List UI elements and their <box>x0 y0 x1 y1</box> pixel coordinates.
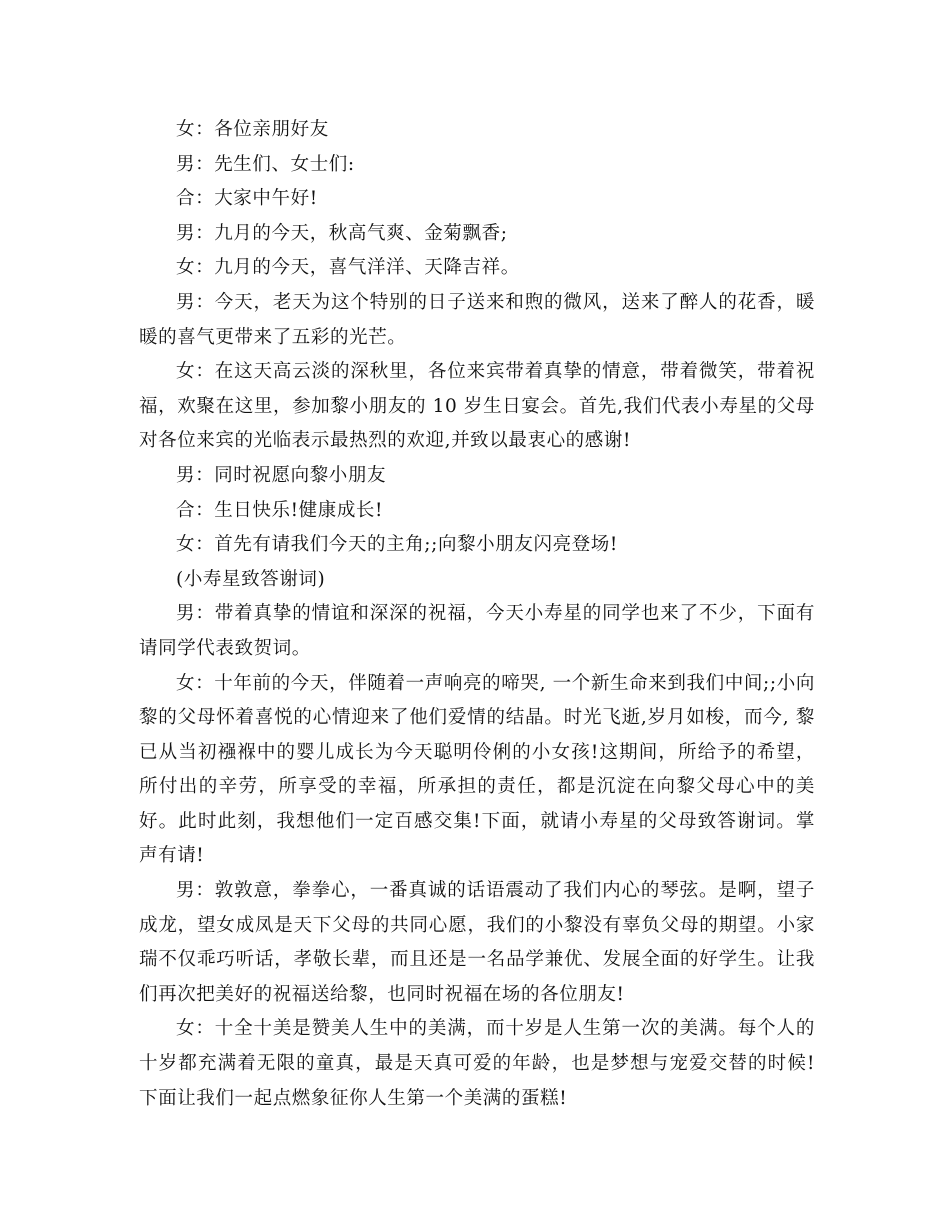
paragraph-invite-female: 女：首先有请我们今天的主角;;向黎小朋友闪亮登场! <box>176 534 618 556</box>
paragraph-today-male: 男：今天，老天为这个特别的日子送来和煦的微风，送来了醉人的花香，暖暖的喜气更带来了五彩的光芒。 <box>139 291 815 348</box>
paragraph-september-male: 男：九月的今天，秋高气爽、金菊飘香; <box>176 222 508 244</box>
paragraph-parents-male: 男：敦敦意，拳拳心，一番真诚的话语震动了我们内心的琴弦。是啊，望子成龙，望女成凤是天下父母的共同心愿，我们的小黎没有辜负父母的期望。小家瑞不仅乖巧听话，孝敬长辈，而且还是一名品学兼优、发展全面的好学生。让我们再次把美好的祝福送给黎，也同时祝福在场的各位朋友! <box>139 880 815 1005</box>
paragraph-welcome-female: 女：在这天高云淡的深秋里，各位来宾带着真挚的情意，带着微笑，带着祝福，欢聚在这里，参加黎小朋友的 10 岁生日宴会。首先,我们代表小寿星的父母对各位来宾的光临表示最热烈的欢迎,并致以最衷心的感谢! <box>139 361 815 452</box>
paragraph-september-female: 女：九月的今天，喜气洋洋、天降吉祥。 <box>176 257 520 279</box>
paragraph-greeting-female: 女：各位亲朋好友 <box>176 119 329 140</box>
paragraph-ten-years-female: 女：十年前的今天，伴随着一声响亮的啼哭, 一个新生命来到我们中间;;小向黎的父母怀着喜悦的心情迎来了他们爱情的结晶。时光飞逝,岁月如梭，而今, 黎已从当初襁褓中的婴儿成长为今天聪明伶俐的小女孩!这期间，所给予的希望，所付出的辛劳，所享受的幸福，所承担的责任，都是沉淀在向黎父母心中的美好。此时此刻，我想他们一定百感交集!下面，就请小寿星的父母致答谢词。掌声有请! <box>139 672 815 867</box>
paragraph-wish-together: 合：生日快乐!健康成长! <box>176 499 384 521</box>
paragraph-greeting-male: 男：先生们、女士们: <box>176 153 355 175</box>
paragraph-greeting-together: 合：大家中午好! <box>176 188 318 210</box>
paragraph-cake-female: 女：十全十美是赞美人生中的美满，而十岁是人生第一次的美满。每个人的十岁都充满着无限的童真，最是天真可爱的年龄，也是梦想与宠爱交替的时候!下面让我们一起点燃象征你人生第一个美满的蛋糕! <box>139 1018 815 1109</box>
paragraph-wish-male: 男：同时祝愿向黎小朋友 <box>176 464 387 486</box>
paragraph-stage-direction: (小寿星致答谢词) <box>176 568 326 590</box>
paragraph-classmates-male: 男：带着真挚的情谊和深深的祝福，今天小寿星的同学也来了不少，下面有请同学代表致贺词。 <box>139 603 815 659</box>
document-body <box>139 113 815 1116</box>
